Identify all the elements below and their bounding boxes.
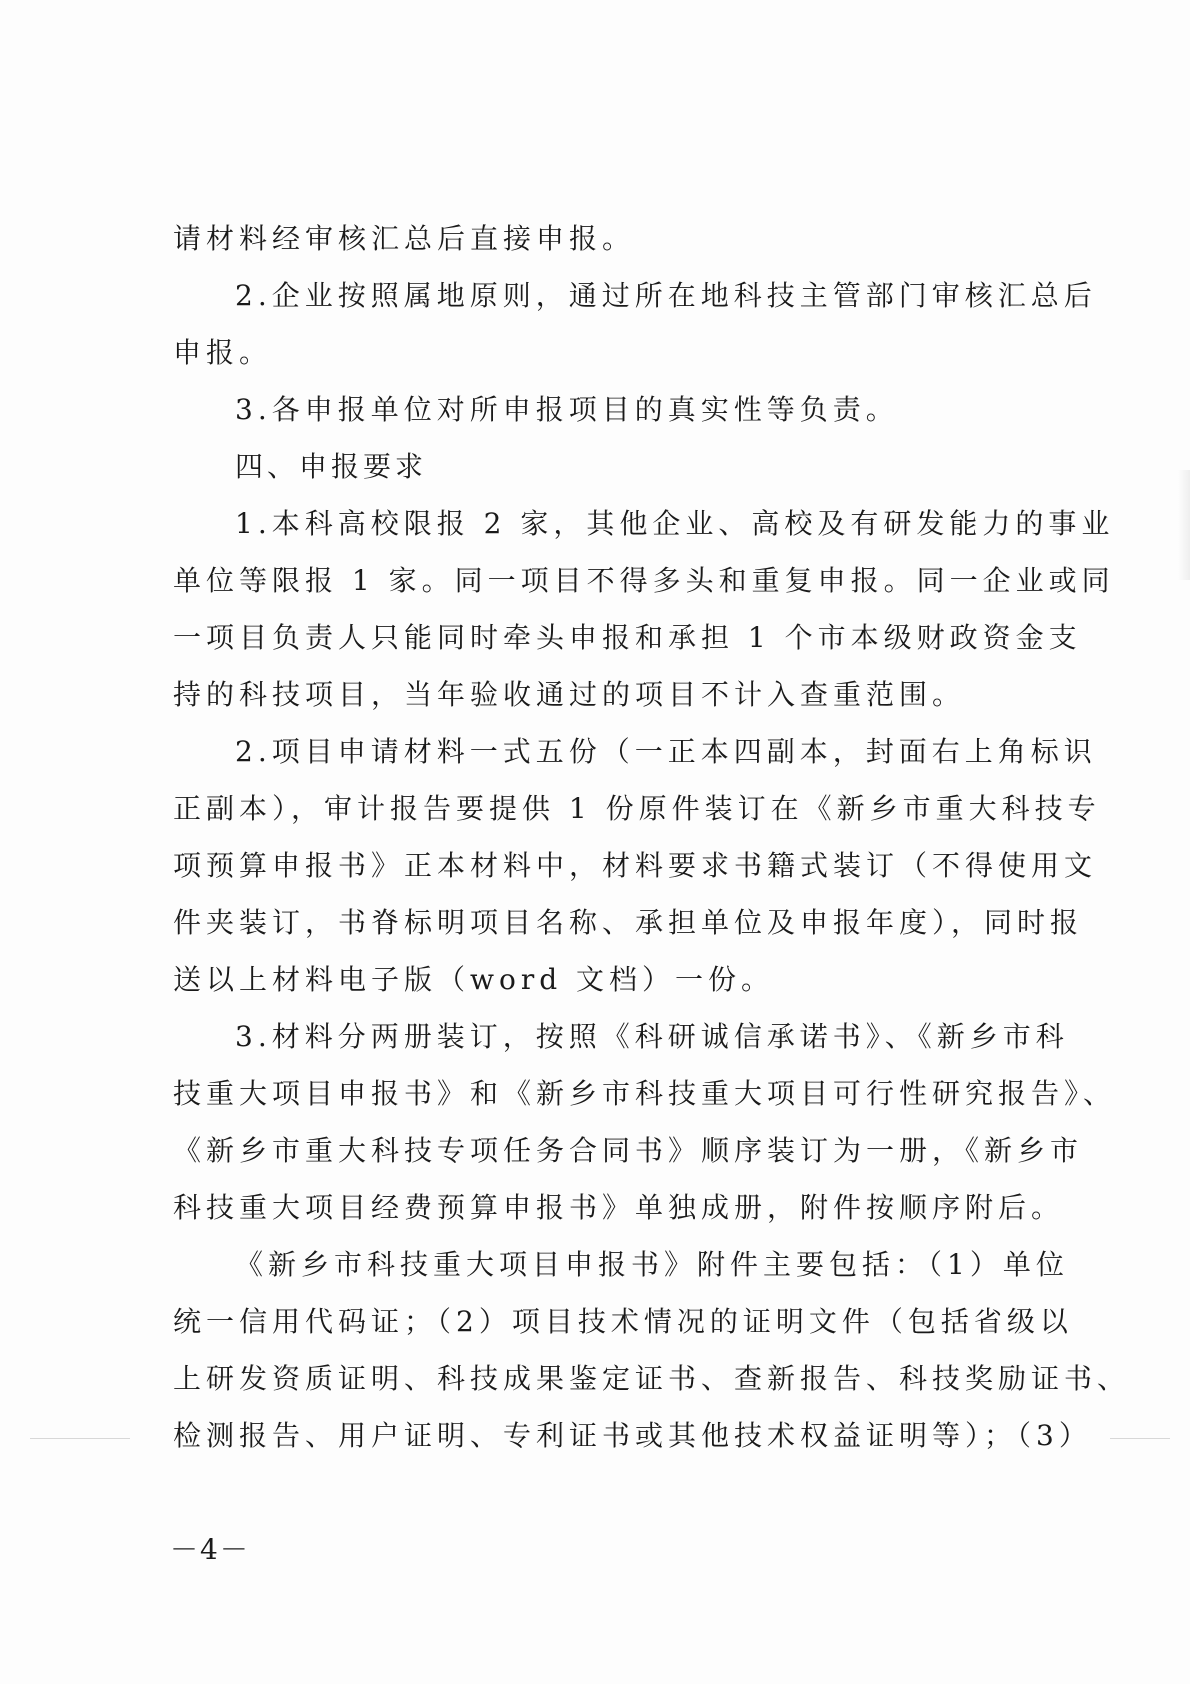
text-line: 上研发资质证明、科技成果鉴定证书、查新报告、科技奖励证书、 bbox=[173, 1362, 1131, 1395]
text-line: 单位等限报 1 家。同一项目不得多头和重复申报。同一企业或同 bbox=[173, 564, 1115, 597]
text-line: 统一信用代码证；（2）项目技术情况的证明文件（包括省级以 bbox=[173, 1305, 1073, 1338]
text-line: 《新乡市重大科技专项任务合同书》顺序装订为一册，《新乡市 bbox=[173, 1134, 1084, 1167]
text-line: 件夹装订，书脊标明项目名称、承担单位及申报年度），同时报 bbox=[173, 906, 1084, 939]
text-line: 项预算申报书》正本材料中，材料要求书籍式装订（不得使用文 bbox=[173, 849, 1098, 882]
text-line: 技重大项目申报书》和《新乡市科技重大项目可行性研究报告》、 bbox=[173, 1077, 1117, 1110]
text-line: 检测报告、用户证明、专利证书或其他技术权益证明等）；（3） bbox=[173, 1419, 1092, 1452]
text-line: 2.企业按照属地原则，通过所在地科技主管部门审核汇总后 bbox=[235, 279, 1097, 312]
text-line: 科技重大项目经费预算申报书》单独成册，附件按顺序附后。 bbox=[173, 1191, 1065, 1224]
scan-mark-right bbox=[1110, 1438, 1170, 1439]
text-line: 一项目负责人只能同时牵头申报和承担 1 个市本级财政资金支 bbox=[173, 621, 1082, 654]
document-body bbox=[173, 210, 1131, 1464]
section-heading: 四、申报要求 bbox=[235, 450, 428, 483]
page-number: －4－ bbox=[170, 1533, 250, 1566]
text-line: 申报。 bbox=[173, 336, 273, 369]
text-line: 送以上材料电子版（word 文档）一份。 bbox=[173, 963, 775, 996]
text-line: 正副本），审计报告要提供 1 份原件装订在《新乡市重大科技专 bbox=[173, 792, 1101, 825]
text-line: 3.各申报单位对所申报项目的真实性等负责。 bbox=[235, 393, 899, 426]
text-line: 请材料经审核汇总后直接申报。 bbox=[173, 222, 636, 255]
text-line: 《新乡市科技重大项目申报书》附件主要包括：（1）单位 bbox=[235, 1248, 1069, 1281]
text-line: 2.项目申请材料一式五份（一正本四副本，封面右上角标识 bbox=[235, 735, 1097, 768]
text-line: 1.本科高校限报 2 家，其他企业、高校及有研发能力的事业 bbox=[235, 507, 1115, 540]
scan-mark-left bbox=[30, 1438, 130, 1439]
scan-edge-shadow bbox=[1178, 470, 1190, 580]
text-line: 3.材料分两册装订，按照《科研诚信承诺书》、《新乡市科 bbox=[235, 1020, 1069, 1053]
text-line: 持的科技项目，当年验收通过的项目不计入查重范围。 bbox=[173, 678, 966, 711]
